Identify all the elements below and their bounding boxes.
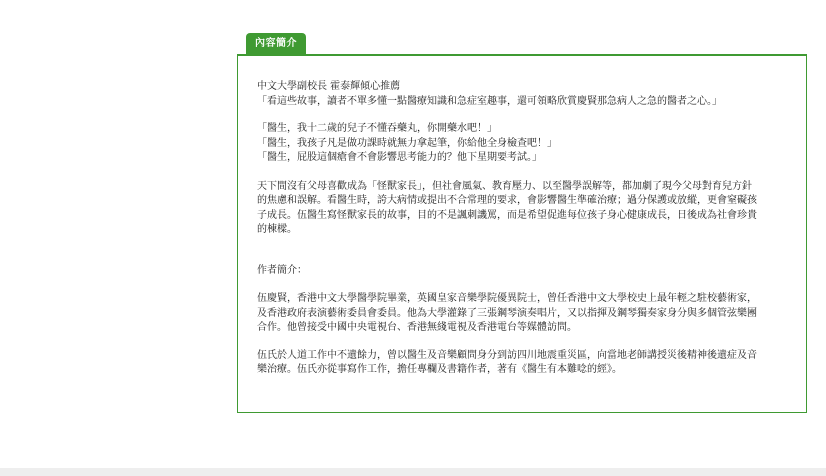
description-line: 子成長。伍醫生寫怪獸家長的故事，目的不是諷刺譏罵，而是希望促進每位孩子身心健康成長，日後成為社會珍貴 xyxy=(257,209,757,221)
spacer xyxy=(257,166,795,180)
parent-quote: 「醫生，我孩子凡是做功課時就無力拿起筆，你給他全身檢查吧！」 xyxy=(257,137,557,149)
tab-content-intro[interactable]: 內容簡介 xyxy=(246,33,306,54)
author-bio-line: 樂治療。伍氏亦從事寫作工作，擔任專欄及書籍作者，著有《醫生有本難唸的經》。 xyxy=(257,364,622,375)
author-bio-line: 及香港政府表演藝術委員會委員。他為大學灌錄了三張鋼琴演奏唱片，又以指揮及鋼琴獨奏家身分與多個管弦樂團 xyxy=(257,307,757,319)
parent-quote: 「醫生，屁股這個瘡會不會影響思考能力的？他下星期要考試。」 xyxy=(257,152,542,163)
description-line: 天下間沒有父母喜歡成為「怪獸家長」，但社會風氣、教育壓力、以至醫學誤解等，都加劇了現今父母對育兒方針 xyxy=(257,180,752,192)
recommender-line: 中文大學副校長 霍泰輝傾心推薦 xyxy=(257,81,401,92)
recommendation-quote: 「看這些故事，讀者不單多懂一點醫療知識和急症室趣事，還可領略欣賞慶賢那急病人之急的醫者之心。」 xyxy=(257,95,722,107)
author-bio-line: 伍慶賢，香港中文大學醫學院畢業，英國皇家音樂學院優異院士，曾任香港中文大學校史上最年輕之駐校藝術家， xyxy=(257,293,757,304)
spacer xyxy=(257,109,795,122)
spacer xyxy=(257,336,795,349)
spacer xyxy=(257,278,795,292)
author-bio-line: 伍氏於人道工作中不遺餘力，曾以醫生及音樂顧問身分到訪四川地震重災區，向當地老師講授災後精神後遺症及音 xyxy=(257,349,757,361)
description-line: 的棟樑。 xyxy=(257,224,297,235)
description-line: 的焦慮和誤解。看醫生時，誇大病情或提出不合常理的要求，會影響醫生準確治療；過分保護或放縱，更會窒礙孩 xyxy=(257,195,757,206)
author-heading: 作者簡介： xyxy=(257,264,307,276)
author-bio-line: 合作。他曾接受中國中央電視台、香港無綫電視及香港電台等媒體訪問。 xyxy=(257,322,577,333)
parent-quote: 「醫生，我十二歲的兒子不懂吞藥丸，你開藥水吧！」 xyxy=(257,123,497,134)
bottom-bar xyxy=(0,468,826,476)
content-body xyxy=(257,80,795,378)
spacer xyxy=(257,238,795,264)
